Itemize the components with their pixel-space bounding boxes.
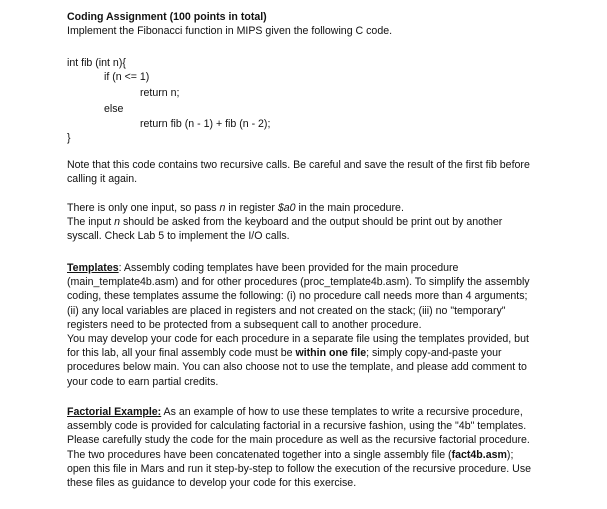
code-line-5: return fib (n - 1) + fib (n - 2); bbox=[140, 118, 271, 130]
input-s2-post: should be asked from the keyboard and the output should be print out by another syscall. Check Lab 5 to implement the I/O calls. bbox=[67, 216, 503, 243]
input-s2-pre: The input bbox=[67, 216, 115, 229]
input-s1-pre: There is only one input, so pass bbox=[67, 202, 220, 214]
code-line-2: if (n <= 1) bbox=[104, 71, 150, 83]
input-sentence-2 bbox=[67, 215, 537, 243]
templates-p1 bbox=[67, 261, 537, 332]
factorial-label: Factorial Example: bbox=[67, 406, 162, 418]
assignment-title: Coding Assignment (100 points in total) bbox=[67, 11, 267, 23]
templates-paragraph bbox=[67, 261, 537, 389]
input-s1-post: in the main procedure. bbox=[295, 202, 404, 214]
factorial-paragraph bbox=[67, 405, 537, 490]
templates-p2-pre: You may develop your code for each procedure in a separate file using the templates provided, but for this lab, all your final assembly code must be bbox=[67, 333, 529, 360]
input-paragraph bbox=[67, 201, 537, 244]
factorial-filename: fact4b.asm bbox=[451, 448, 507, 461]
factorial-p-post: ); open this file in Mars and run it step-by-step to follow the execution of the recursive procedure. Use these files as guidance to develop your code for this exercise. bbox=[67, 448, 532, 490]
input-sentence-1 bbox=[67, 201, 537, 215]
note-paragraph: Note that this code contains two recursive calls. Be careful and save the result of the first fib before calling it again. bbox=[67, 159, 530, 186]
code-line-3: return n; bbox=[140, 87, 180, 99]
code-line-6: } bbox=[67, 132, 71, 144]
templates-p2-bold: within one file bbox=[295, 347, 367, 360]
input-var-n-2: n bbox=[114, 216, 121, 229]
assignment-subtitle: Implement the Fibonacci function in MIPS given the following C code. bbox=[67, 25, 393, 37]
code-line-4: else bbox=[104, 103, 124, 115]
factorial-p-pre: As an example of how to use these templates to write a recursive procedure, assembly code is provided for calculating factorial in a recursive fashion, using the "4b" templates. Please carefully study the code for the main procedure as well as the recursive factorial procedure. The two procedures have been concatenated together into a single assembly file ( bbox=[67, 406, 530, 461]
templates-p2-post: ; simply copy-and-paste your procedures below main. You can also choose not to use the template, and please add comment to your code to earn partial credits. bbox=[67, 347, 527, 388]
templates-p1-text: : Assembly coding templates have been provided for the main procedure (main_template4b.asm) and for other procedures (proc_template4b.asm). To simplify the assembly coding, these templates assume the following: (i) no procedure call needs more than 4 arguments; (ii) any local variables are placed in registers and not created on the stack; (iii) no "temporary" registers need to be protected from a subsequent call to another procedure. bbox=[67, 262, 530, 331]
factorial-p bbox=[67, 405, 537, 490]
input-var-n: n bbox=[219, 202, 226, 214]
templates-p2 bbox=[67, 332, 537, 389]
code-line-1: int fib (int n){ bbox=[67, 57, 126, 69]
input-register: $a0 bbox=[277, 202, 296, 214]
templates-label: Templates bbox=[67, 262, 119, 274]
input-s1-mid: in register bbox=[225, 202, 278, 214]
